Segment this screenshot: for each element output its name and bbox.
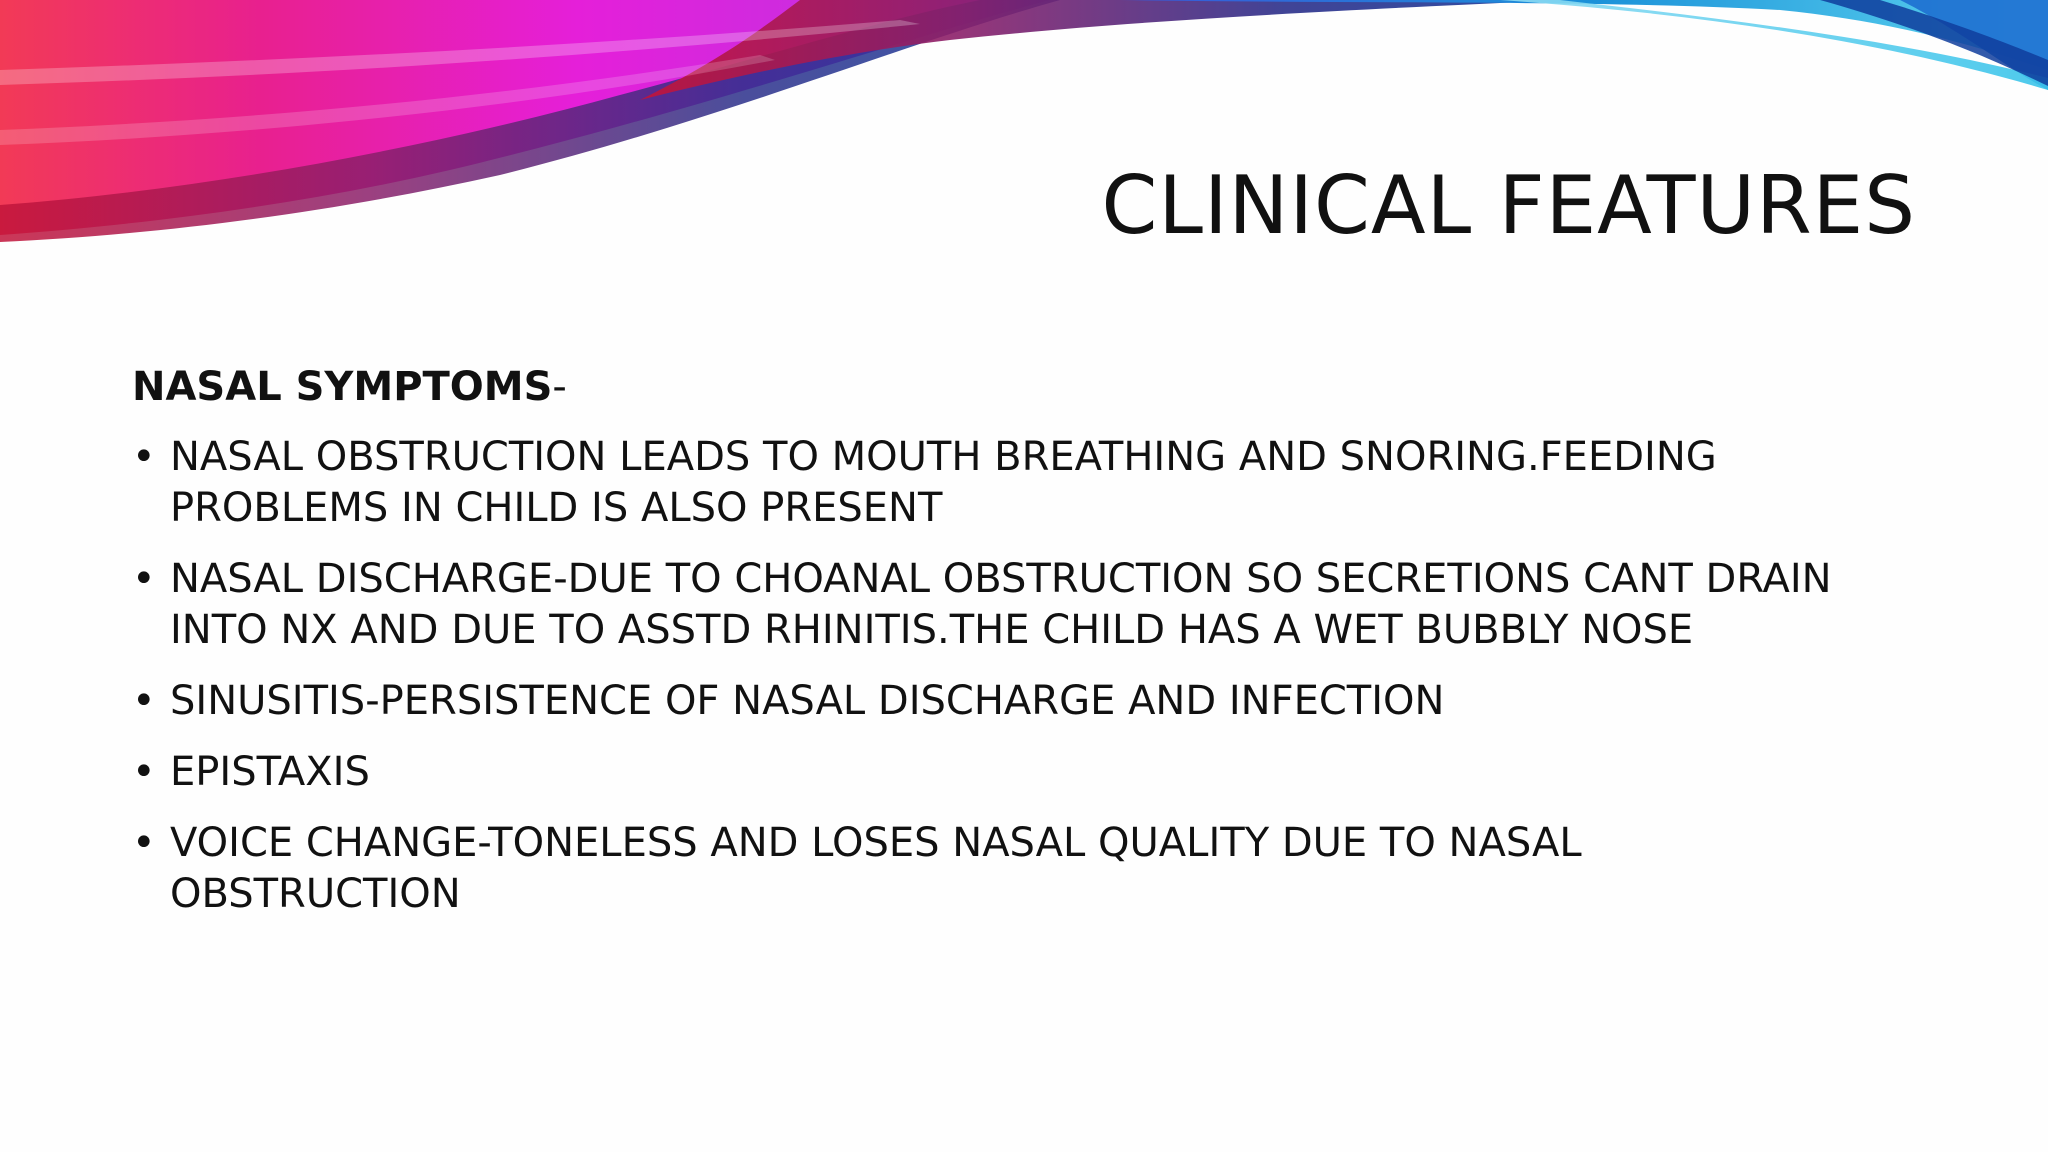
bullet-marker: • (132, 678, 156, 724)
bullet-text: SINUSITIS-PERSISTENCE OF NASAL DISCHARGE AND INFECTION (170, 678, 1445, 724)
slide-title: CLINICAL FEATURES (1101, 159, 1916, 252)
bullet-text: VOICE CHANGE-TONELESS AND LOSES NASAL QUALITY DUE TO NASAL OBSTRUCTION (170, 820, 1582, 917)
bullet-item (132, 818, 1852, 920)
bullet-item (132, 432, 1852, 534)
bullet-marker: • (132, 820, 156, 866)
bullet-text: NASAL OBSTRUCTION LEADS TO MOUTH BREATHING AND SNORING.FEEDING PROBLEMS IN CHILD IS ALSO PRESENT (170, 434, 1717, 531)
slide-content (132, 362, 1852, 940)
bullet-item (132, 554, 1852, 656)
bullet-marker: • (132, 749, 156, 795)
bullet-item (132, 676, 1852, 727)
bullet-text: EPISTAXIS (170, 749, 370, 795)
bullet-item (132, 747, 1852, 798)
bullet-list (132, 432, 1852, 920)
bullet-text: NASAL DISCHARGE-DUE TO CHOANAL OBSTRUCTION SO SECRETIONS CANT DRAIN INTO NX AND DUE TO ASSTD RHINITIS.THE CHILD HAS A WET BUBBLY NOSE (170, 556, 1832, 653)
bullet-marker: • (132, 434, 156, 480)
section-heading (132, 362, 1852, 412)
bullet-marker: • (132, 556, 156, 602)
section-heading-text: NASAL SYMPTOMS (132, 364, 553, 410)
section-heading-suffix: - (552, 364, 567, 410)
